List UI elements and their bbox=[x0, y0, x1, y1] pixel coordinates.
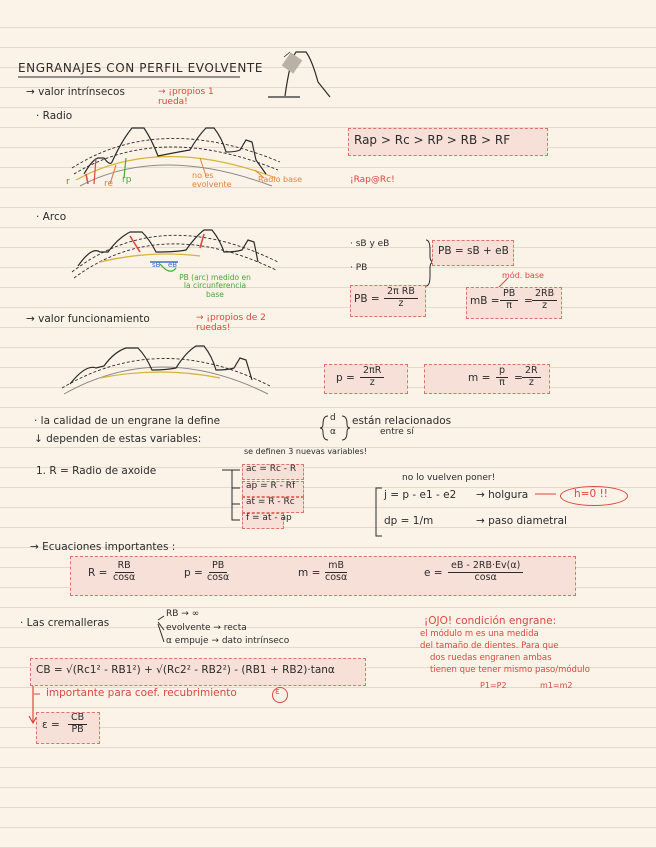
radio-label: · Radio bbox=[36, 110, 73, 122]
arco-pb: · PB bbox=[350, 263, 368, 273]
condicion-line4: tienen que tener mismo paso/módulo bbox=[430, 665, 590, 675]
gear-label-r: r bbox=[66, 177, 70, 187]
axoide-item: 1. R = Radio de axoide bbox=[36, 465, 157, 477]
mb-frac2 bbox=[532, 289, 557, 312]
gear-label-re: re bbox=[104, 179, 114, 189]
eq4-lhs: e = bbox=[424, 567, 443, 579]
condicion-line1: el módulo m es una medida bbox=[420, 629, 539, 639]
m-den1: π bbox=[499, 376, 505, 388]
pb-formula-frac bbox=[384, 287, 418, 310]
pb-sum-eq: PB = sB + eB bbox=[438, 245, 509, 257]
condicion-p-eq: P1=P2 bbox=[480, 681, 507, 690]
gear-label-radio-base: Radio base bbox=[258, 175, 303, 184]
mb-formula-lhs: mB = bbox=[470, 295, 500, 307]
gear-label-sb: sB bbox=[152, 261, 161, 269]
gear-label-rp: rp bbox=[122, 175, 132, 185]
calidad-alpha: α bbox=[330, 427, 336, 437]
gear-label-eb: eB bbox=[168, 261, 178, 269]
eq4-den: cosα bbox=[474, 571, 497, 583]
mb-frac1 bbox=[500, 289, 518, 312]
eq3-frac bbox=[322, 561, 350, 584]
at-eq: at = R - Rc bbox=[246, 497, 295, 507]
mb-den2: z bbox=[542, 299, 548, 311]
m-num2: 2R bbox=[522, 366, 541, 378]
eq2-den: cosα bbox=[207, 571, 230, 583]
arco-medido-note: PB (arc) medido en la circunferencia base bbox=[179, 273, 251, 299]
calidad-rel2: entre sí bbox=[380, 427, 414, 437]
func-bullet: → valor funcionamiento bbox=[26, 313, 150, 325]
mod-base-note: mód. base bbox=[502, 271, 544, 280]
no-olvidar-note: no lo vuelven poner! bbox=[402, 473, 496, 483]
epsilon-den: PB bbox=[71, 723, 84, 735]
m-frac2 bbox=[522, 366, 541, 389]
m-num1: p bbox=[496, 366, 508, 378]
condicion-m-eq: m1=m2 bbox=[540, 681, 573, 690]
func-note: → ¡propios de 2 ruedas! bbox=[196, 313, 266, 333]
eq1-frac bbox=[110, 561, 138, 584]
mb-eq-sign: = bbox=[524, 295, 533, 307]
cb-formula: CB = √(Rc1² - RB1²) + √(Rc2² - RB2²) - (RB1 + RB2)·tanα bbox=[36, 664, 335, 676]
paso-label: → paso diametral bbox=[476, 515, 567, 527]
axoide-note: se definen 3 nuevas variables! bbox=[244, 447, 367, 456]
ap-eq: ap = R - Rf bbox=[246, 481, 296, 491]
eq1-den: cosα bbox=[113, 571, 136, 583]
m-frac1 bbox=[496, 366, 508, 389]
condicion-line2: del tamaño de dientes. Para que bbox=[420, 641, 559, 651]
m-den2: z bbox=[528, 376, 534, 388]
calidad-d: d bbox=[330, 413, 336, 423]
gear-func-sketch bbox=[62, 346, 270, 394]
epsilon-num: CB bbox=[68, 713, 87, 725]
pb-formula-lhs: PB = bbox=[354, 293, 380, 305]
f-eq: f = at - ap bbox=[246, 513, 292, 523]
arco-label: · Arco bbox=[36, 211, 67, 223]
radio-rap-note: ¡Rap@Rc! bbox=[350, 175, 395, 185]
intrinsic-note: → ¡propios 1 rueda! bbox=[158, 87, 214, 107]
radio-inequality: Rap > Rc > RP > RB > RF bbox=[354, 133, 511, 147]
eq2-lhs: p = bbox=[184, 567, 203, 579]
m-formula-lhs: m = bbox=[468, 372, 491, 384]
eq1-lhs: R = bbox=[88, 567, 108, 579]
cremallera-item1: RB → ∞ bbox=[166, 609, 200, 619]
pb-formula-num: 2π RB bbox=[384, 287, 418, 299]
eq1-num: RB bbox=[115, 561, 134, 573]
cremallera-item2: evolvente → recta bbox=[166, 623, 247, 633]
condicion-line3: dos ruedas engranen ambas bbox=[430, 653, 552, 663]
intrinsic-bullet: → valor intrínsecos bbox=[26, 86, 125, 98]
eq4-num: eB - 2RB·Ev(α) bbox=[448, 561, 523, 573]
mb-den1: π bbox=[506, 299, 512, 311]
eq2-num: PB bbox=[209, 561, 227, 573]
eq4-frac bbox=[448, 561, 523, 584]
eq3-lhs: m = bbox=[298, 567, 321, 579]
gear-label-no-evolvente: no es evolvente bbox=[192, 171, 232, 189]
calidad-line2: ↓ dependen de estas variables: bbox=[34, 433, 202, 445]
calidad-line1: · la calidad de un engrane la define bbox=[34, 415, 221, 427]
epsilon-lhs: ε = bbox=[42, 719, 60, 731]
p-formula-lhs: p = bbox=[336, 372, 355, 384]
mb-num2: 2RB bbox=[532, 289, 557, 301]
cremallera-head: · Las cremalleras bbox=[20, 617, 110, 629]
h0-note: h=0 !! bbox=[574, 488, 608, 500]
pb-formula-den: z bbox=[398, 297, 404, 309]
eq2-frac bbox=[204, 561, 232, 584]
eq3-den: cosα bbox=[325, 571, 348, 583]
page-title: ENGRANAJES CON PERFIL EVOLVENTE bbox=[18, 61, 264, 75]
p-num: 2πR bbox=[360, 366, 384, 378]
m-eq-sign: = bbox=[514, 372, 523, 384]
epsilon-frac bbox=[68, 713, 87, 736]
p-den: z bbox=[369, 376, 375, 388]
j-eq: j = p - e1 - e2 bbox=[384, 489, 457, 501]
eq3-num: mB bbox=[325, 561, 347, 573]
mb-num1: PB bbox=[500, 289, 518, 301]
arco-sb-eb: · sB y eB bbox=[350, 239, 390, 249]
gear-arco-sketch bbox=[72, 230, 278, 278]
condicion-head: ¡OJO! condición engrane: bbox=[424, 615, 557, 627]
ecuaciones-head: → Ecuaciones importantes : bbox=[30, 541, 176, 553]
dp-eq: dp = 1/m bbox=[384, 515, 434, 527]
holgura-label: → holgura bbox=[476, 489, 529, 501]
cremallera-item3: α empuje → dato intrínseco bbox=[166, 636, 290, 646]
cb-important-note: importante para coef. recubrimiento bbox=[46, 687, 237, 699]
p-frac bbox=[360, 366, 384, 389]
epsilon-circle-label: ε bbox=[275, 687, 280, 697]
gear-radio-sketch bbox=[72, 128, 280, 186]
ac-eq: ac = Rc - R bbox=[246, 464, 297, 474]
calidad-rel: están relacionados bbox=[352, 415, 452, 427]
